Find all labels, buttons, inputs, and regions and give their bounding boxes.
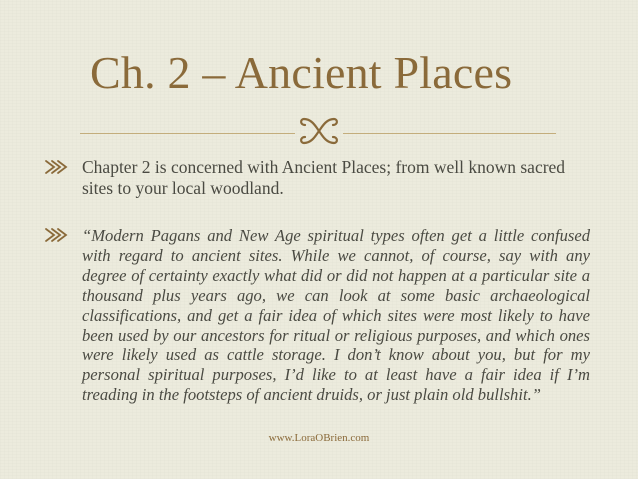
- double-bullet-icon: [44, 227, 74, 245]
- bullet-text-2: “Modern Pagans and New Age spiritual types often get a little confused with regard to ancient sites. While we cannot, of course, say with any degree of certainty exactly what did or did not happen at a particular site a thousand plus years ago, we can look at some basic archaeological classifications, and get a fair idea of which sites were most likely to have been used by our ancestors for ritual or religious purposes, and which ones were likely used as cattle storage. I don’t know about you, but for my personal spiritual purposes, I’d like to at least have a fair idea if I’m treading in the footsteps of ancient druids, or just plain old bullshit.”: [82, 226, 590, 405]
- bullet-text-1: Chapter 2 is concerned with Ancient Places; from well known sacred sites to your local woodland.: [82, 157, 566, 198]
- curly-flourish-icon: [298, 113, 340, 149]
- title-divider-right: [343, 133, 556, 134]
- title-divider-left: [80, 133, 295, 134]
- slide-title: Ch. 2 – Ancient Places: [90, 47, 513, 98]
- double-bullet-icon: [44, 159, 74, 177]
- footer-website: www.LoraOBrien.com: [268, 432, 370, 444]
